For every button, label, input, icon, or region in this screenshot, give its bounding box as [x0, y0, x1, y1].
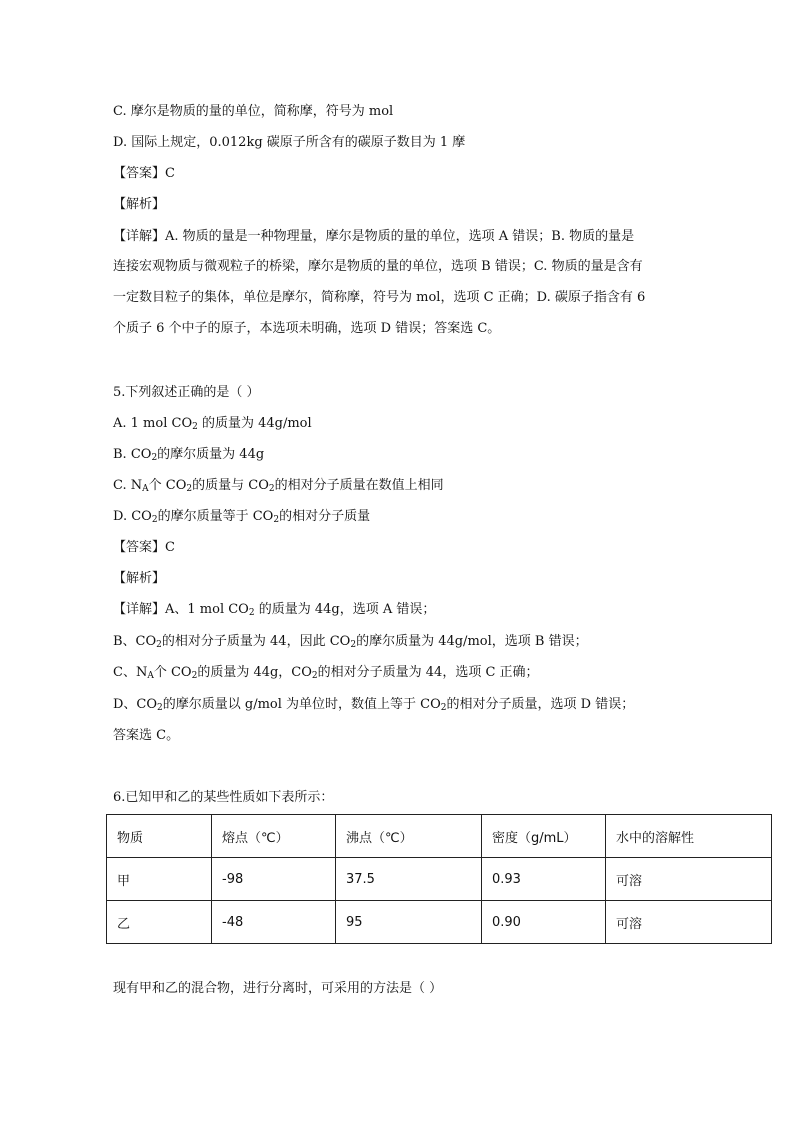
q5-answer: 【答案】C — [113, 540, 175, 555]
q5-detail-a: 【详解】A、1 mol $CO_2$ 的质量为 44g，选项 A 错误； — [113, 602, 436, 618]
table-cell: 37.5 — [336, 858, 482, 901]
q4-option-d: D. 国际上规定，0.012kg 碳原子所含有的碳原子数目为 1 摩 — [113, 135, 466, 150]
table-header-cell: 熔点（℃） — [212, 815, 336, 858]
table-cell: -48 — [212, 901, 336, 944]
q5-detail-c: C、$N_A$个 $CO_2$的质量为 44g，$CO_2$的相对分子质量为 44，选项 C 正确； — [113, 665, 539, 681]
table-header-cell: 密度（g/mL） — [482, 815, 606, 858]
q6-stem: 6.已知甲和乙的某些性质如下表所示： — [113, 790, 334, 805]
table-cell: 乙 — [107, 901, 212, 944]
table-cell: 0.93 — [482, 858, 606, 901]
q5-option-a: A. 1 mol $CO_2$ 的质量为 44g/mol — [113, 416, 312, 432]
table-row — [107, 901, 772, 944]
table-cell: -98 — [212, 858, 336, 901]
table-cell: 可溶 — [606, 858, 772, 901]
table-row — [107, 858, 772, 901]
table-header-cell: 沸点（℃） — [336, 815, 482, 858]
q5-analysis-label: 【解析】 — [113, 571, 166, 586]
q4-detail-line-2: 连接宏观物质与微观粒子的桥梁，摩尔是物质的量的单位，选项 B 错误；C. 物质的量是含有 — [113, 259, 643, 274]
q4-analysis-label: 【解析】 — [113, 197, 166, 212]
q4-detail-line-3: 一定数目粒子的集体，单位是摩尔，简称摩，符号为 mol，选项 C 正确；D. 碳原子指含有 6 — [113, 290, 646, 305]
table-header-cell: 水中的溶解性 — [606, 815, 772, 858]
q5-option-b: B. $CO_2$的摩尔质量为 44g — [113, 447, 265, 463]
table-cell: 95 — [336, 901, 482, 944]
q5-option-c: C. $N_A$个 $CO_2$的质量与 $CO_2$的相对分子质量在数值上相同 — [113, 478, 444, 494]
q4-detail-line-4: 个质子 6 个中子的原子，本选项未明确，选项 D 错误；答案选 C。 — [113, 321, 501, 336]
q4-answer: 【答案】C — [113, 166, 175, 181]
q5-option-d: D. $CO_2$的摩尔质量等于 $CO_2$的相对分子质量 — [113, 509, 371, 525]
q4-option-c: C. 摩尔是物质的量的单位，简称摩，符号为 mol — [113, 104, 394, 119]
q5-stem: 5.下列叙述正确的是（ ） — [113, 385, 260, 400]
table-cell: 可溶 — [606, 901, 772, 944]
q5-conclusion: 答案选 C。 — [113, 728, 180, 743]
q6-question: 现有甲和乙的混合物，进行分离时，可采用的方法是（ ） — [113, 981, 443, 996]
q4-detail-line-1: 【详解】A. 物质的量是一种物理量，摩尔是物质的量的单位，选项 A 错误；B. 物质的量是 — [113, 229, 635, 244]
q5-detail-d: D、$CO_2$的摩尔质量以 g/mol 为单位时，数值上等于 $CO_2$的相对分子质量，选项 D 错误； — [113, 697, 635, 713]
table-header-row — [107, 815, 772, 858]
table-cell: 甲 — [107, 858, 212, 901]
table-header-cell: 物质 — [107, 815, 212, 858]
q5-detail-b: B、$CO_2$的相对分子质量为 44，因此 $CO_2$的摩尔质量为 44g/mol，选项 B 错误； — [113, 634, 588, 650]
properties-table — [106, 814, 772, 944]
table-cell: 0.90 — [482, 901, 606, 944]
